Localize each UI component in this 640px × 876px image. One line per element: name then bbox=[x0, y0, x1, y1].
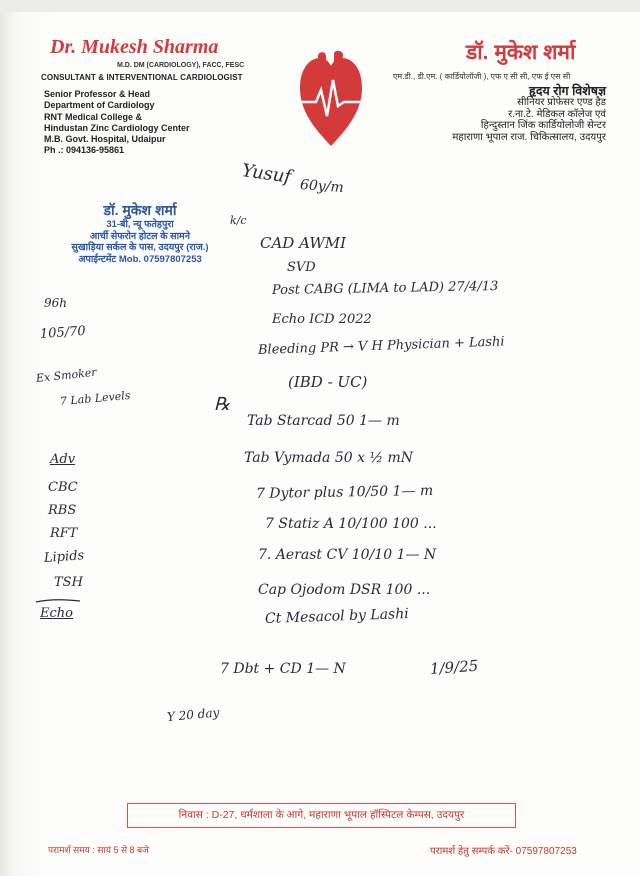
rx-symbol: ℞ bbox=[214, 394, 231, 415]
left-note: 105/70 bbox=[39, 323, 87, 342]
specialty-hindi: हृदय रोग विशेषज्ञ bbox=[528, 84, 606, 98]
medication-line: 7. Aerast CV 10/10 1— N bbox=[258, 547, 437, 563]
address-line-hindi: सीनियर प्रोफेसर एण्ड हैड bbox=[517, 97, 606, 109]
consultation-timing: परामर्श समय : सायं 5 से 8 बजे bbox=[48, 845, 149, 855]
clinic-stamp bbox=[50, 202, 230, 265]
medication-line: 7 Statiz A 10/100 100 ... bbox=[265, 516, 437, 532]
left-note: 96h bbox=[44, 296, 67, 310]
investigation-item: CBC bbox=[48, 480, 78, 495]
history-line: CAD AWMI bbox=[260, 234, 347, 252]
designation-english: CONSULTANT & INTERVENTIONAL CARDIOLOGIST bbox=[41, 73, 243, 82]
history-line: SVD bbox=[287, 260, 316, 275]
left-note: Ex Smoker bbox=[35, 365, 98, 385]
contact-number: परामर्श हेतु सम्पर्क करें- 07597807253 bbox=[430, 846, 577, 857]
patient-name: Yusuf bbox=[240, 160, 293, 188]
investigation-item: Adv bbox=[50, 452, 76, 467]
address-block-hindi bbox=[410, 86, 606, 143]
doctor-name-hindi: डॉ. मुकेश शर्मा bbox=[466, 41, 576, 64]
address-line: Hindustan Zinc Cardiology Center bbox=[44, 122, 190, 133]
patient-age-sex: 60y/m bbox=[299, 177, 345, 197]
stamp-line: अपाईन्टमेंट Mob. 07597807253 bbox=[78, 253, 202, 265]
history-line: Bleeding PR → V H Physician + Lashi bbox=[257, 334, 505, 358]
address-line: M.B. Govt. Hospital, Udaipur bbox=[44, 134, 166, 145]
residence-address: निवास : D-27, धर्मशाला के आगे, महाराणा भूपाल हॉस्पिटल केम्पस, उदयपुर bbox=[178, 809, 465, 821]
stamp-line: सुखाड़िया सर्कल के पास, उदयपुर (राज.) bbox=[71, 242, 209, 253]
address-line-hindi: हिन्दुस्तान जिंक कार्डियोलोजी सेन्टर bbox=[480, 120, 606, 132]
address-block-english bbox=[44, 89, 190, 157]
history-line: (IBD - UC) bbox=[288, 373, 368, 391]
medication-line: Cap Ojodom DSR 100 ... bbox=[258, 582, 431, 598]
degrees-hindi: एम.डी., डी.एम. ( कार्डियोलॉजी ), एफ ए सी सी, एफ ई एस सी bbox=[393, 72, 571, 81]
history-line: Echo ICD 2022 bbox=[272, 312, 372, 327]
prescription-date: 1/9/25 bbox=[429, 656, 479, 678]
doctor-name-english: Dr. Mukesh Sharma bbox=[50, 36, 219, 58]
phone-line: Ph .: 094136-95861 bbox=[44, 145, 125, 156]
investigation-divider bbox=[34, 598, 82, 604]
address-line-hindi: र.ना.टे. मेडिकल कॉलेज एवं bbox=[508, 108, 606, 120]
investigation-item: TSH bbox=[54, 575, 83, 590]
degrees-english: M.D. DM (CARDIOLOGY), FACC, FESC bbox=[117, 62, 245, 69]
stamp-name: डॉ. मुकेश शर्मा bbox=[103, 202, 177, 218]
address-line: Senior Professor & Head bbox=[44, 89, 151, 99]
investigation-item: Lipids bbox=[43, 548, 85, 566]
address-line: Department of Cardiology bbox=[44, 100, 155, 111]
medication-line: Tab Starcad 50 1— m bbox=[247, 413, 400, 429]
investigation-item: RFT bbox=[50, 526, 78, 541]
heart-logo-icon bbox=[296, 50, 366, 148]
history-line: Post CABG (LIMA to LAD) 27/4/13 bbox=[271, 279, 499, 298]
known-case-note: k/c bbox=[230, 214, 247, 227]
followup-note: Y 20 day bbox=[166, 705, 220, 724]
investigation-item: Echo bbox=[40, 606, 73, 621]
medication-line: 7 Dytor plus 10/50 1— m bbox=[255, 482, 434, 502]
address-line-hindi: महाराणा भूपाल राज. चिकित्सालय, उदयपुर bbox=[452, 131, 606, 143]
medication-line: Tab Vymada 50 x ½ mN bbox=[244, 450, 413, 466]
left-note: 7 Lab Levels bbox=[59, 388, 131, 408]
residence-address-box bbox=[127, 803, 516, 828]
medication-line: 7 Dbt + CD 1— N bbox=[220, 661, 346, 677]
stamp-line: 31-बी, न्यू फतेहपुरा bbox=[106, 219, 174, 230]
address-line: RNT Medical College & bbox=[44, 111, 143, 122]
stamp-line: आर्ची सेफरोन होटल के सामने bbox=[90, 230, 190, 242]
investigation-item: RBS bbox=[48, 503, 77, 518]
medication-line: Ct Mesacol by Lashi bbox=[264, 605, 409, 627]
scan-edge bbox=[0, 0, 640, 12]
